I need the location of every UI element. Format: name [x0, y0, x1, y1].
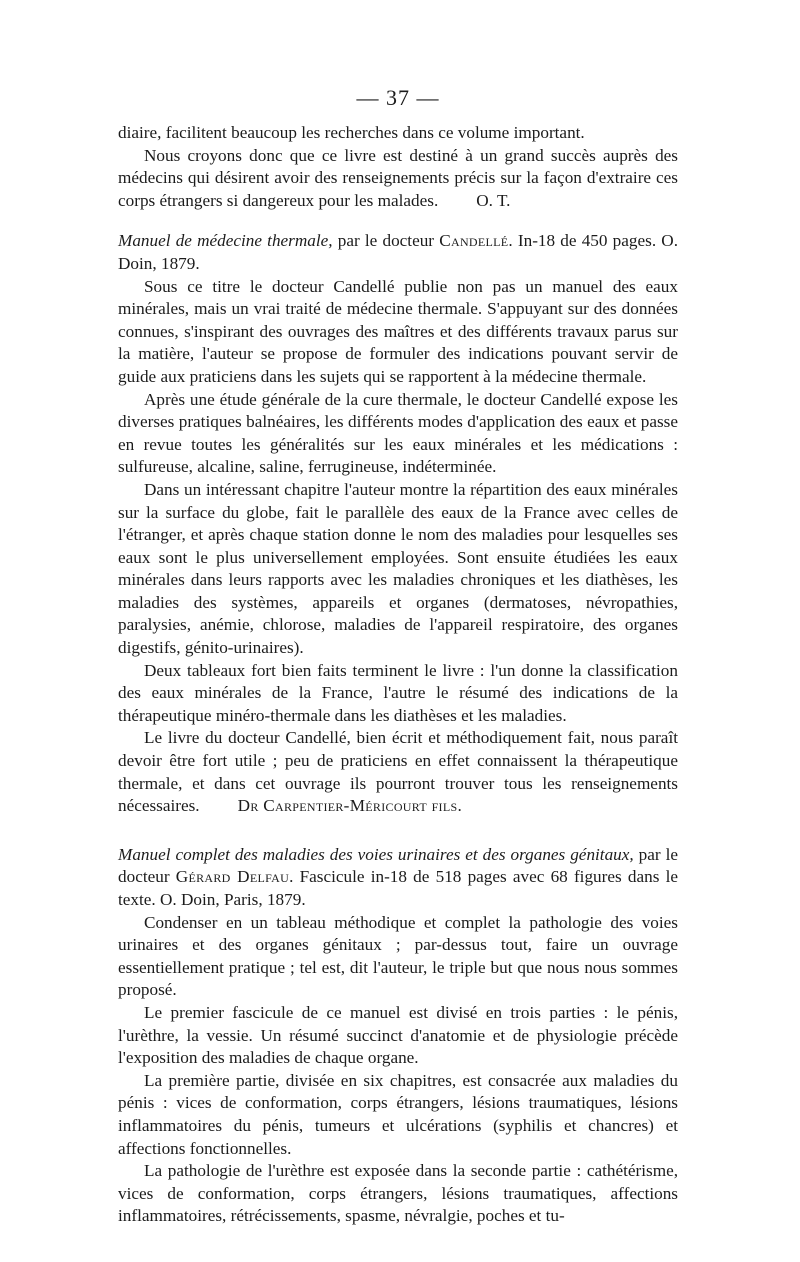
review-2-heading — [118, 844, 678, 912]
review-2-paragraph: La pathologie de l'urèthre est exposée dans la seconde partie : cathétérisme, vices de conformation, corps étrangers, lésions traumatiques, affections inflammatoires, rétrécissements, spasme, névralgie, poches et tu- — [118, 1161, 678, 1226]
review-1-heading — [118, 230, 678, 275]
book-page — [118, 84, 678, 1228]
review-2-by: par le docteur — [118, 844, 678, 887]
page-number: — 37 — — [356, 85, 440, 110]
intro-signature: O. T. — [476, 190, 511, 210]
review-1-publication: . In-18 de 450 pages. O. Doin, 1879. — [118, 231, 679, 273]
review-2-paragraph: Le premier fascicule de ce manuel est divisé en trois parties : le pénis, l'urèthre, la vessie. Un résumé succinct d'anatomie et de physiologie précède l'exposition des maladies de chaque organe. — [118, 1002, 678, 1068]
intro-continuation: diaire, facilitent beaucoup les recherches dans ce volume important. — [118, 123, 585, 142]
review-2-author: Gérard Delfau — [175, 867, 290, 887]
review-1-paragraph: Deux tableaux fort bien faits terminent le livre : l'un donne la classification des eaux minérales de la France, l'autre le résumé des indications de la thérapeutique minéro-thermale dans les diathèses et les maladies. — [118, 660, 678, 725]
review-1-title: Manuel de médecine thermale, — [118, 231, 333, 251]
review-1-paragraph: Sous ce titre le docteur Candellé publie non pas un manuel des eaux minérales, mais un vrai traité de médecine thermale. S'appuyant sur des données connues, s'inspirant des ouvrages des maîtres et des différents travaux parus sur la matière, l'auteur se propose de formuler des indications pouvant servir de guide aux praticiens dans les sujets qui se rapportent à la médecine thermale. — [118, 276, 678, 386]
review-2-publication: . Fascicule in-18 de 518 pages avec 68 figures dans le texte. O. Doin, Paris, 1879. — [118, 867, 678, 909]
intro-paragraph-text: Nous croyons donc que ce livre est destiné à un grand succès auprès des médecins qui désirent avoir des renseignements précis sur la façon d'extraire ces corps étrangers si dangereux pour les malades. — [118, 145, 678, 210]
review-1-signature: Dr Carpentier-Méricourt fils. — [237, 796, 463, 816]
review-2-paragraph: La première partie, divisée en six chapitres, est consacrée aux maladies du pénis : vices de conformation, corps étrangers, lésions traumatiques, lésions inflammatoires du pénis, tumeurs et ulcérations (syphilis et chancres) et affections fonctionnelles. — [118, 1070, 678, 1158]
review-1-paragraph: Après une étude générale de la cure thermale, le docteur Candellé expose les diverses pratiques balnéaires, les différents modes d'application des eaux et passe en revue toutes les généralités sur les eaux minérales et les médications : sulfureuse, alcaline, saline, ferrugineuse, indéterminée. — [118, 389, 678, 477]
review-1-author: Candellé — [439, 231, 509, 251]
review-2-title: Manuel complet des maladies des voies urinaires et des organes génitaux, — [118, 844, 634, 864]
review-1-paragraph: Dans un intéressant chapitre l'auteur montre la répartition des eaux minérales sur la surface du globe, fait le parallèle des eaux de la France avec celles de l'étranger, et après chaque station donne le nom des maladies pour lesquelles ses eaux sont le plus universellement employées. Sont ensuite étudiées les eaux minérales dans leurs rapports avec les maladies chroniques et les diathèses, les maladies des systèmes, appareils et organes (dermatoses, névropathies, paralysies, anémie, chlorose, maladies de l'appareil respiratoire, des organes digestifs, génito-urinaires). — [118, 479, 678, 658]
review-1-by: par le docteur — [332, 231, 440, 251]
review-1-paragraph-text: Le livre du docteur Candellé, bien écrit et méthodiquement fait, nous paraît devoir être fort utile ; peu de praticiens en effet connaissent la thérapeutique thermale, et dans cet ouvrage ils pourront trouver tous les renseignements nécessaires. — [118, 728, 678, 816]
review-2-paragraph: Condenser en un tableau méthodique et complet la pathologie des voies urinaires et des organes génitaux ; par-dessus tout, faire un ouvrage essentiellement pratique ; tel est, dit l'auteur, le triple but que nous nous sommes proposé. — [118, 912, 678, 1000]
intro-paragraph — [118, 145, 678, 213]
review-1-paragraph — [118, 727, 678, 817]
